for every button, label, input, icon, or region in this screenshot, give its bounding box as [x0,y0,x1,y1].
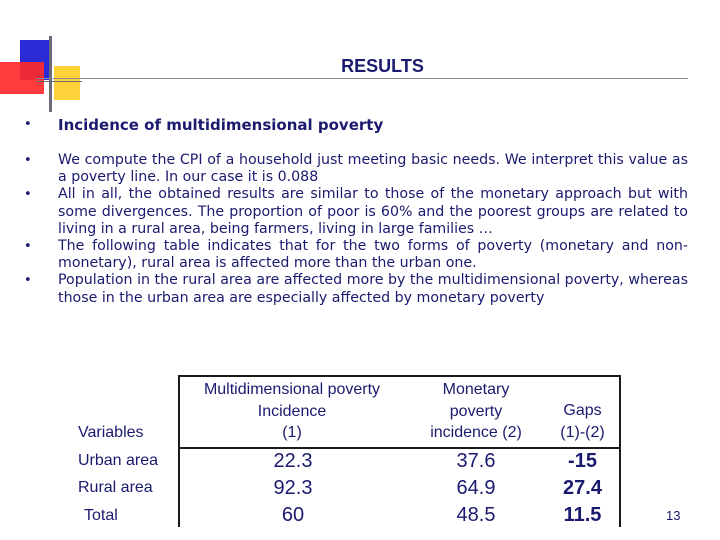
header-multidimensional [178,379,406,444]
header-multidimensional-line3: (1) [282,424,302,441]
bullet-dot: • [24,187,32,203]
header-monetary-line3: incidence (2) [430,424,522,441]
header-variables: Variables [78,424,144,441]
cell-rural-gap: 27.4 [563,477,602,499]
slide-title: RESULTS [341,56,424,76]
bullet-item [24,152,688,186]
bullet-item [24,272,688,306]
bullet-list [24,116,688,307]
header-gaps [546,400,619,443]
table-right-border [619,375,621,527]
table-top-border [178,375,621,377]
cell-total-gap: 11.5 [563,504,602,526]
page-number: 13 [666,508,681,523]
cell-urban-gap: -15 [568,450,597,472]
cell-total-monetary: 48.5 [456,504,496,526]
header-gaps-line1: Gaps [563,402,602,419]
header-monetary [406,379,546,444]
bullet-dot: • [24,239,32,255]
row-label-total: Total [84,507,118,524]
bullet-text: Population in the rural area are affected more by the multidimensional poverty, whereas those in the urban area are especially affected by monetary poverty [58,272,688,306]
header-gaps-line2: (1)-(2) [560,423,605,441]
bullet-item [24,186,688,238]
section-heading: Incidence of multidimensional poverty [58,116,384,134]
header-monetary-line1: Monetary [442,381,510,398]
cell-urban-monetary: 37.6 [456,450,496,472]
table-header-border [178,447,621,449]
header-multidimensional-line2: Incidence [257,402,327,420]
cell-rural-multidimensional: 92.3 [273,477,313,499]
cell-rural-monetary: 64.9 [456,477,496,499]
header-multidimensional-line1: Multidimensional poverty [203,381,381,398]
corner-horizontal-line [36,81,82,82]
bullet-item [24,238,688,272]
cell-total-multidimensional: 60 [281,504,305,526]
bullet-text: We compute the CPI of a household just meeting basic needs. We interpret this value as a poverty line. In our case it is 0.088 [58,152,688,186]
cell-urban-multidimensional: 22.3 [273,450,313,472]
bullet-text: All in all, the obtained results are similar to those of the monetary approach but with some divergences. The proportion of poor is 60% and the poorest groups are related to living in a rural area, being farmers, living in large families … [58,186,688,237]
bullet-heading [24,116,688,134]
bullet-dot: • [24,153,32,168]
bullet-text: The following table indicates that for the two forms of poverty (monetary and non-monetary), rural area is affected more than the urban one. [58,238,688,272]
row-label-rural: Rural area [78,479,153,496]
header-monetary-line2: poverty [449,402,503,420]
bullet-dot: • [24,273,32,289]
title-underline [36,78,688,79]
row-label-urban: Urban area [78,452,159,469]
bullet-dot: • [24,117,32,132]
